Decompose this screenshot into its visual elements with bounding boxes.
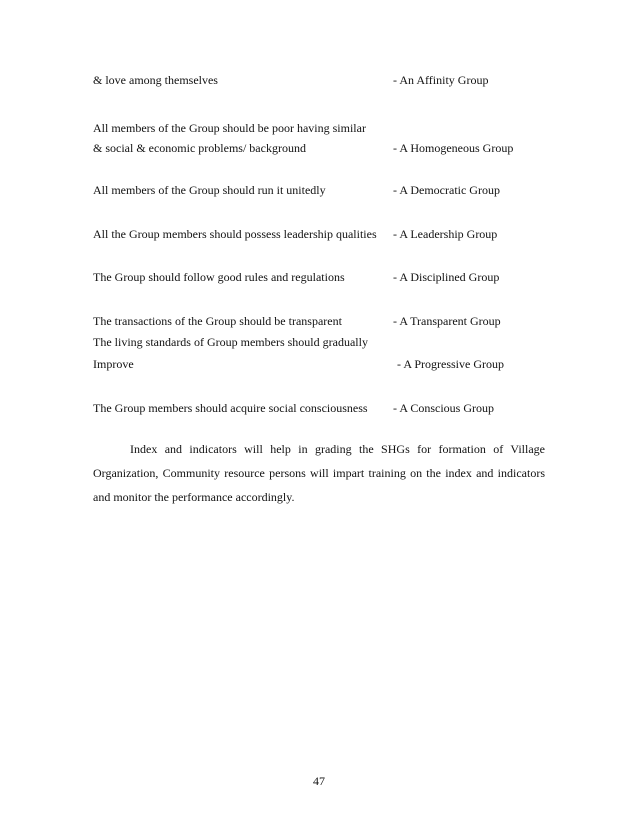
group-type-disciplined: - A Disciplined Group (393, 270, 500, 284)
group-type-democratic: - A Democratic Group (393, 183, 500, 197)
page-number: 47 (313, 774, 325, 788)
criterion-homogeneous-line-1: All members of the Group should be poor having similar (93, 121, 366, 135)
criterion-progressive-line-2: Improve (93, 357, 134, 371)
criterion-homogeneous-line-2: & social & economic problems/ background (93, 141, 306, 155)
criterion-democratic: All members of the Group should run it unitedly (93, 183, 326, 197)
group-type-conscious: - A Conscious Group (393, 401, 495, 415)
criterion-transparent: The transactions of the Group should be transparent (93, 314, 342, 328)
group-type-progressive: - A Progressive Group (397, 357, 504, 371)
index-indicators-paragraph: Index and indicators will help in grading the SHGs for formation of Village Organization, Community resource persons will impart training on the index and indicators and monitor the performance accordingly. (93, 442, 545, 504)
criterion-leadership: All the Group members should possess leadership qualities (93, 227, 377, 241)
group-type-affinity: - An Affinity Group (393, 73, 489, 87)
criterion-conscious: The Group members should acquire social consciousness (93, 401, 368, 415)
group-type-transparent: - A Transparent Group (393, 314, 501, 328)
group-type-homogeneous: - A Homogeneous Group (393, 141, 514, 155)
criterion-affinity: & love among themselves (93, 73, 218, 87)
criterion-disciplined: The Group should follow good rules and regulations (93, 270, 345, 284)
group-type-leadership: - A Leadership Group (393, 227, 498, 241)
criterion-progressive-line-1: The living standards of Group members should gradually (93, 335, 368, 349)
